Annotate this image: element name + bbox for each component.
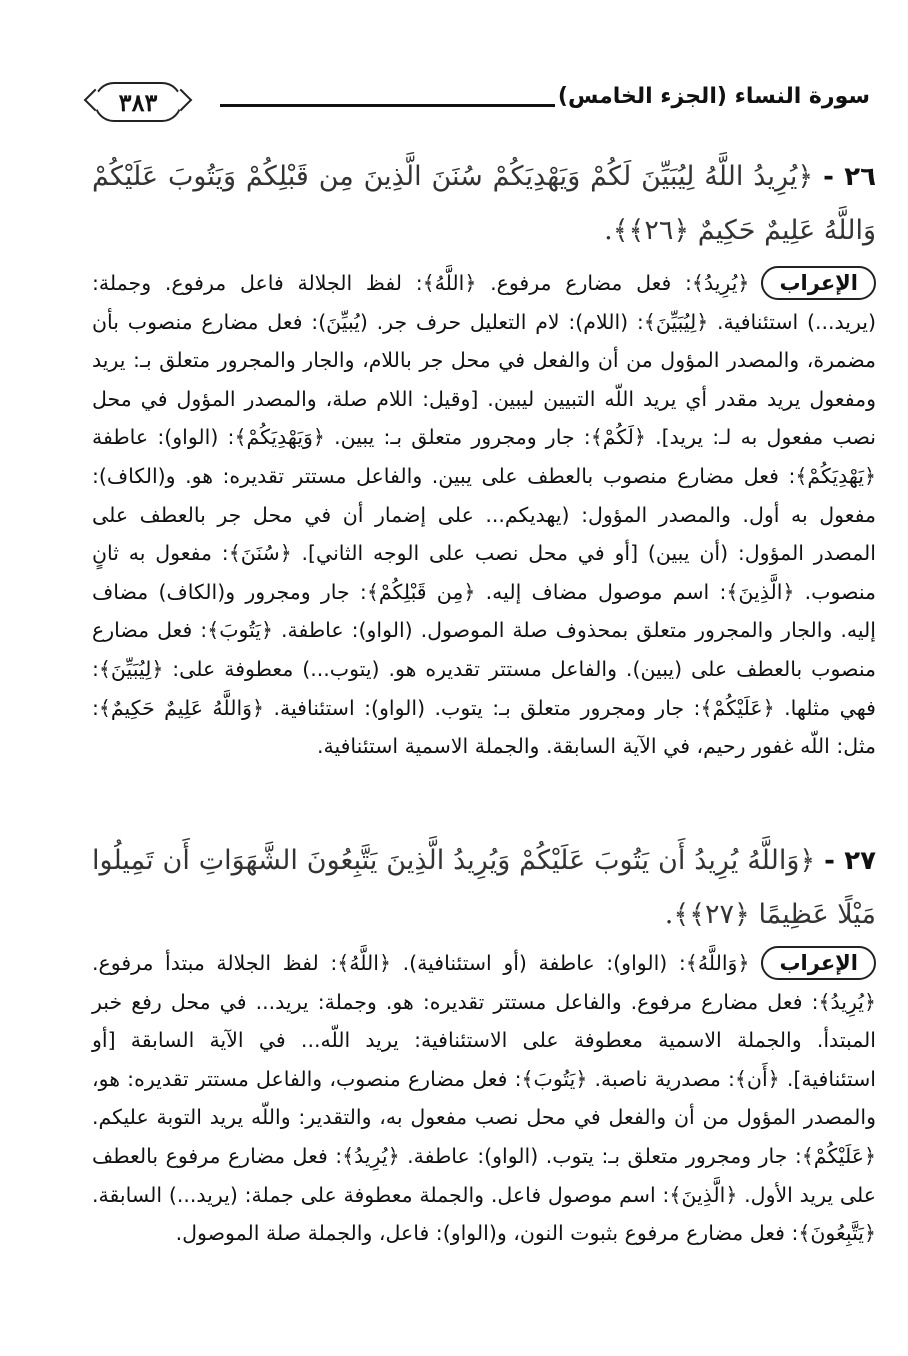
irab-label: الإعراب [761, 266, 876, 300]
irab-text: ﴿يُرِيدُ﴾: فعل مضارع مرفوع. ﴿اللَّهُ﴾: لفظ الجلالة فاعل مرفوع. وجملة: (يريد...) استئنافية. ﴿لِيُبَيِّنَ﴾: (اللام): لام التعليل حرف جر. (يُبيِّنَ): فعل مضارع منصوب بأن مضمرة، والمصدر المؤول من أن والفعل في محل جر باللام، والجار والمجرور متعلق بـ: يريد ومفعول يريد مقدر أي يريد اللّه التبيين ليبين. [وقيل: اللام صلة، والمصدر المؤول في محل نصب مفعول به لـ: يريد]. ﴿لَكُمْ﴾: جار ومجرور متعلق بـ: يبين. ﴿وَيَهْدِيَكُمْ﴾: (الواو): عاطفة ﴿يَهْدِيَكُمْ﴾: فعل مضارع منصوب بالعطف على يبين. والفاعل مستتر تقديره: هو. و(الكاف): مفعول به أول. والمصدر المؤول: (يهديكم... على إضمار أن في محل جر بالعطف على المصدر المؤول: (أن يبين) [أو في محل نصب على الوجه الثاني]. ﴿سُنَنَ﴾: مفعول به ثانٍ منصوب. ﴿الَّذِينَ﴾: اسم موصول مضاف إليه. ﴿مِن قَبْلِكُمْ﴾: جار ومجرور و(الكاف) مضاف إليه. والجار والمجرور متعلق بمحذوف صلة الموصول. (الواو): عاطفة. ﴿يَتُوبَ﴾: فعل مضارع منصوب بالعطف على (يبين). والفاعل مستتر تقديره هو. (يتوب...) معطوفة على: ﴿لِيُبَيِّنَ﴾: فهي مثلها. ﴿عَلَيْكُمْ﴾: جار ومجرور متعلق بـ: يتوب. (الواو): استئنافية. ﴿وَاللَّهُ عَلِيمٌ حَكِيمٌ﴾: مثل: اللّه غفور رحيم، في الآية السابقة. والجملة الاسمية استئنافية. [92, 271, 876, 759]
verse-text: ﴿يُرِيدُ اللَّهُ لِيُبَيِّنَ لَكُمْ وَيَهْدِيَكُمْ سُنَنَ الَّذِينَ مِن قَبْلِكُمْ وَيَتُوبَ عَلَيْكُمْ وَاللَّهُ عَلِيمٌ حَكِيمٌ ﴿٢٦﴾﴾. [92, 161, 876, 246]
verse-number: ٢٧ - [824, 846, 876, 876]
irab-label: الإعراب [761, 946, 876, 980]
verse-26 [92, 150, 876, 258]
header-rule [220, 104, 555, 107]
page-number: ٣٨٣ [94, 82, 182, 122]
irab-26 [92, 264, 876, 766]
verse-27 [92, 834, 876, 942]
irab-27 [92, 944, 876, 1253]
running-title: سورة النساء (الجزء الخامس) [557, 84, 870, 109]
verse-text: ﴿وَاللَّهُ يُرِيدُ أَن يَتُوبَ عَلَيْكُمْ وَيُرِيدُ الَّذِينَ يَتَّبِعُونَ الشَّهَوَاتِ أَن تَمِيلُوا مَيْلًا عَظِيمًا ﴿٢٧﴾﴾. [92, 845, 876, 930]
irab-text: ﴿وَاللَّهُ﴾: (الواو): عاطفة (أو استئنافية). ﴿اللَّهُ﴾: لفظ الجلالة مبتدأ مرفوع. ﴿يُرِيدُ﴾: فعل مضارع مرفوع. والفاعل مستتر تقديره: هو. وجملة: يريد... في محل رفع خبر المبتدأ. والجملة الاسمية معطوفة على الاستئنافية: يريد اللّه... في الآية السابقة [أو استئنافية]. ﴿أَن﴾: مصدرية ناصبة. ﴿يَتُوبَ﴾: فعل مضارع منصوب، والفاعل مستتر تقديره: هو، والمصدر المؤول من أن والفعل في محل نصب مفعول به، والتقدير: واللّه يريد التوبة عليكم. ﴿عَلَيْكُمْ﴾: جار ومجرور متعلق بـ: يتوب. (الواو): عاطفة. ﴿يُرِيدُ﴾: فعل مضارع مرفوع بالعطف على يريد الأول. ﴿الَّذِينَ﴾: اسم موصول فاعل. والجملة معطوفة على جملة: (يريد...) السابقة. ﴿يَتَّبِعُونَ﴾: فعل مضارع مرفوع بثبوت النون، و(الواو): فاعل، والجملة صلة الموصول. [92, 951, 876, 1246]
verse-number: ٢٦ - [823, 162, 877, 192]
page-header [90, 78, 870, 128]
